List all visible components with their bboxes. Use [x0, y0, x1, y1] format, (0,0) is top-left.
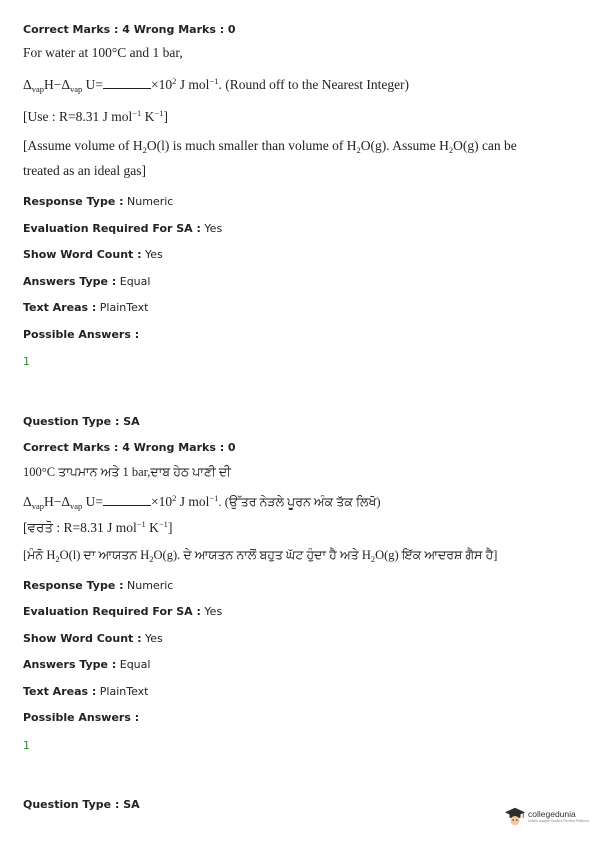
question-equation: $\Delta_{vap}H-\Delta_{vap}$ $U= \times 10^2$ J mol$^{-1}$. (Round off to the Nearest Integer) — [23, 76, 410, 94]
question-type: Question Type : SA — [23, 415, 140, 428]
question-text: 100°C ਤਾਪਮਾਨ ਅਤੇ 1 bar,ਦਾਬ ਹੇਠ ਪਾਣੀ ਦੀ — [23, 465, 231, 479]
use-constant: [Use : R=8.31 J mol$^{-1}$ $K^{-1}$] — [23, 108, 168, 124]
assumption-text: [ਮੰਨੋ $H_2O(l)$ ਦਾ ਆਯਤਨ $H_2O(g)$. ਦੇ ਆਯਤਨ ਨਾਲੋਂ ਬਹੁਤ ਘੱਟ ਹੁੰਦਾ ਹੈ ਅਤੇ $H_2O(g)$ ਇੱਕ ਆਦਰਸ਼ ਗੈਸ ਹੈ] — [23, 548, 498, 564]
evaluation-required: Evaluation Required For SA : Yes — [23, 222, 223, 235]
answers-type: Answers Type : Equal — [23, 658, 151, 671]
logo-tagline: India's largest Student Review Platform — [528, 819, 589, 823]
show-word-count: Show Word Count : Yes — [23, 248, 163, 261]
answer-blank — [103, 78, 151, 89]
assumption-text-cont: treated as an ideal gas] — [23, 163, 146, 178]
logo-name: collegedunia — [528, 809, 576, 819]
show-word-count: Show Word Count : Yes — [23, 632, 163, 645]
text-areas: Text Areas : PlainText — [23, 301, 149, 314]
possible-answer-value: 1 — [23, 355, 30, 368]
possible-answers: Possible Answers : — [23, 328, 140, 341]
answers-type: Answers Type : Equal — [23, 275, 151, 288]
response-type: Response Type : Numeric — [23, 579, 174, 592]
correct-marks: Correct Marks : 4 Wrong Marks : 0 — [23, 441, 236, 454]
possible-answer-value: 1 — [23, 739, 30, 752]
answer-blank — [103, 495, 151, 506]
question-equation: $\Delta_{vap}H-\Delta_{vap}$ $U= \times 10^2$ J mol$^{-1}$. (ਉੱਤਰ ਨੇੜਲੇ ਪੂਰਨ ਅੰਕ ਤੱਕ ਲਿਖੋ) — [23, 493, 381, 511]
question-type: Question Type : SA — [23, 798, 140, 811]
collegedunia-logo — [504, 805, 589, 827]
text-areas: Text Areas : PlainText — [23, 685, 149, 698]
use-constant: [ਵਰਤੋ : R=8.31 J mol$^{-1}$ $K^{-1}$] — [23, 519, 173, 535]
evaluation-required: Evaluation Required For SA : Yes — [23, 605, 223, 618]
possible-answers: Possible Answers : — [23, 711, 140, 724]
response-type: Response Type : Numeric — [23, 195, 174, 208]
graduation-cap-icon — [504, 805, 526, 827]
correct-marks: Correct Marks : 4 Wrong Marks : 0 — [23, 23, 236, 36]
assumption-text: [Assume volume of $H_2O(l)$ is much smaller than volume of $H_2O(g)$. Assume $H_2O(g)$ can be — [23, 138, 517, 155]
question-text: For water at 100°C and 1 bar, — [23, 45, 183, 60]
